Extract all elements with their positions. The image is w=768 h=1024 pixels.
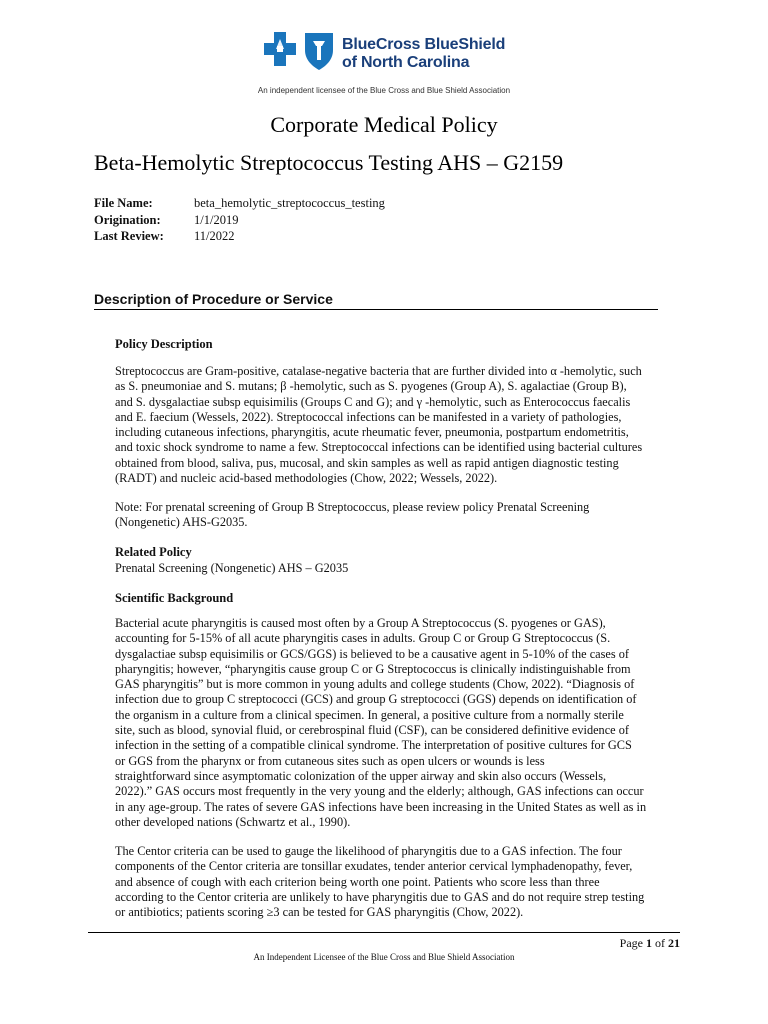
text-line: (Nongenetic) AHS-G2035.	[115, 515, 248, 530]
logo-line-1: BlueCross BlueShield	[342, 36, 506, 53]
text-line: Bacterial acute pharyngitis is caused most often by a Group A Streptococcus (S. pyogenes or GAS),	[115, 616, 606, 630]
text-line: or antibiotics; patients scoring ≥3 can be tested for GAS pharyngitis (Chow, 2022).	[115, 905, 524, 920]
bcbs-logo	[262, 30, 522, 86]
text-line: infection due to group C streptococci (GCS) and group G streptococci (GGS) depends on identification of	[115, 692, 637, 707]
file-name-row	[94, 196, 385, 213]
text-line: (RADT) and nucleic acid-based methodologies (Chow, 2022; Wessels, 2022).	[115, 471, 498, 486]
text-line: The Centor criteria can be used to gauge the likelihood of pharyngitis due to a GAS infection. The four	[115, 844, 622, 858]
text-line: and E. faecium (Wessels, 2022). Streptococcal infections can be manifested in a variety of pathologies,	[115, 409, 622, 424]
text-line: in any age-group. The rates of severe GAS infections have been increasing in the United States as well as in	[115, 799, 647, 814]
file-name-value: beta_hemolytic_streptococcus_testing	[194, 196, 385, 210]
text-line: 2022).” GAS occurs most frequently in the very young and the elderly; although, GAS infections can occur	[115, 784, 644, 799]
scientific-background-heading: Scientific Background	[115, 591, 234, 605]
related-policy-heading: Related Policy	[115, 545, 192, 559]
origination-row	[94, 213, 385, 230]
text-line: Note: For prenatal screening of Group B Streptococcus, please review policy Prenatal Screening	[115, 500, 590, 514]
policy-description-paragraph	[115, 364, 663, 486]
text-line: straightforward since asymptomatic colonization of the upper airway and skin also occurs (Wessels,	[115, 768, 607, 783]
page-prefix: Page	[619, 936, 646, 950]
last-review-label: Last Review:	[94, 229, 164, 243]
text-line: according to the Centor criteria are unlikely to have pharyngitis due to GAS and do not require strep testing	[115, 889, 645, 904]
text-line: as S. pneumoniae and S. mutans; β -hemolytic, such as S. pyogenes (Group A), S. agalactiae (Group B),	[115, 379, 627, 394]
last-review-value: 11/2022	[194, 229, 235, 243]
page-current: 1	[646, 936, 652, 950]
note-paragraph	[115, 500, 663, 531]
text-line: and absence of cough with each criterion being worth one point. Patients who score less than three	[115, 874, 600, 889]
scientific-background-paragraph-1	[115, 616, 663, 830]
page-of: of	[652, 936, 668, 950]
text-line: Streptococcus are Gram-positive, catalase-negative bacteria that are further divided into α -hemolytic, such	[115, 364, 642, 378]
text-line: GAS pharyngitis” but is more common in young adults and college students (Chow, 2022). “Diagnosis of	[115, 677, 635, 692]
text-line: pharyngitis; however, “pharyngitis cause group C or G Streptococcus is clinically indistinguishable from	[115, 661, 631, 676]
text-line: infection in the setting of a compatible clinical syndrome. The interpretation of positive cultures for GCS	[115, 738, 632, 753]
policy-metadata	[94, 196, 385, 246]
policy-description-heading: Policy Description	[115, 337, 213, 351]
policy-title: Beta-Hemolytic Streptococcus Testing AHS – G2159	[94, 150, 564, 175]
section-heading: Description of Procedure or Service	[94, 291, 658, 310]
footer-divider	[88, 932, 680, 933]
corporate-title: Corporate Medical Policy	[270, 112, 498, 137]
shield-icon	[302, 30, 336, 72]
text-line: site, such as blood, synovial fluid, or cerebrospinal fluid (CSF), can be considered definitive evidence of	[115, 723, 629, 738]
text-line: and toxic shock syndrome to name a few. Streptococcal infections can be identified using bacterial cultures	[115, 440, 643, 455]
text-line: obtained from blood, saliva, pus, mucosal, and skin samples as well as rapid antigen diagnostic testing	[115, 455, 619, 470]
text-line: dysgalactiae subsp equisimilis or GCS/GGS) is believed to be a causative agent in 5-10% of the cases of	[115, 646, 629, 661]
file-name-label: File Name:	[94, 196, 153, 210]
text-line: components of the Centor criteria are tonsillar exudates, tender anterior cervical lymphadenopathy, fever,	[115, 859, 633, 874]
text-line: and S. dysgalactiae subsp equisimilis (Groups C and G); and γ -hemolytic, such as Enterococcus faecalis	[115, 394, 631, 409]
text-line: accounting for 5-15% of all acute pharyngitis cases in adults. Group C or Group G Streptococcus (S.	[115, 631, 611, 646]
cross-icon	[262, 30, 298, 72]
text-line: other developed nations (Schwartz et al., 1990).	[115, 814, 351, 829]
page-number	[620, 936, 680, 951]
licensee-statement-bottom: An Independent Licensee of the Blue Cross and Blue Shield Association	[253, 952, 515, 962]
logo-wordmark	[342, 36, 505, 72]
last-review-row	[94, 229, 385, 246]
text-line: including cutaneous infections, pharyngitis, acute rheumatic fever, pneumonia, postpartum endometritis,	[115, 425, 629, 440]
text-line: or GGS from the pharynx or from cutaneous sites such as open ulcers or wounds is less	[115, 753, 545, 768]
origination-label: Origination:	[94, 212, 161, 227]
page-total: 21	[668, 936, 680, 950]
scientific-background-paragraph-2	[115, 844, 663, 920]
logo-line-2: of North Carolina	[342, 54, 470, 71]
licensee-statement-top: An independent licensee of the Blue Cross and Blue Shield Association	[257, 86, 511, 95]
text-line: the organism in a culture from a clinical specimen. In general, a positive culture from a normally sterile	[115, 707, 624, 722]
origination-value: 1/1/2019	[194, 212, 239, 227]
related-policy-link[interactable]: Prenatal Screening (Nongenetic) AHS – G2035	[115, 561, 349, 575]
